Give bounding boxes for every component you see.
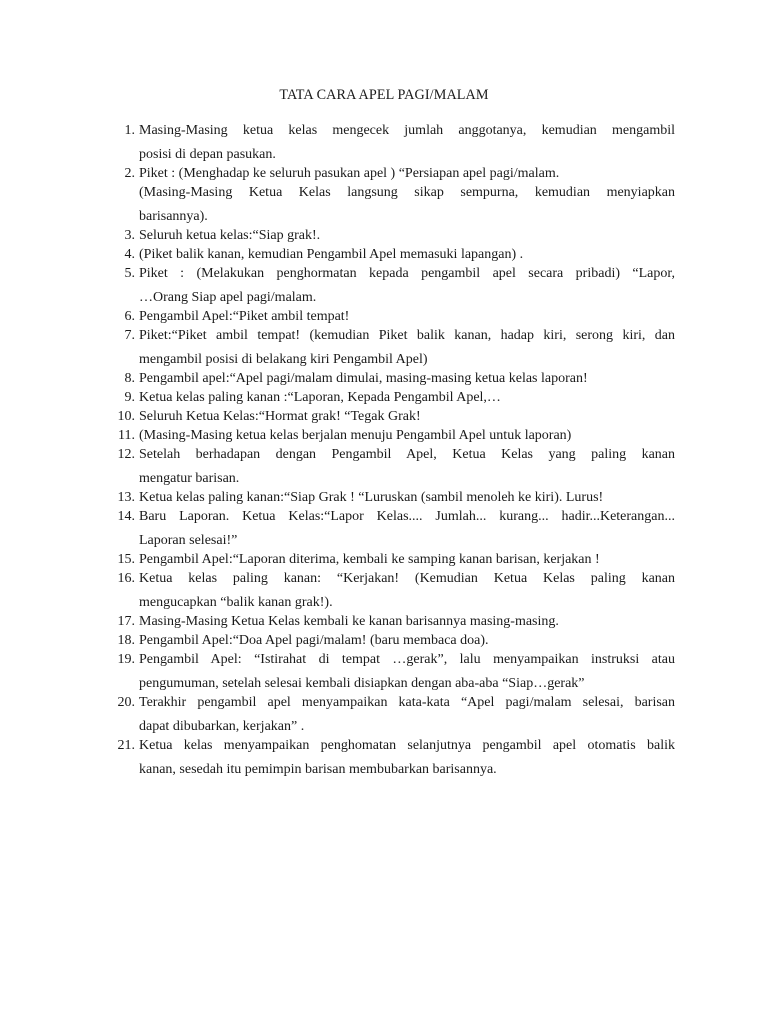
list-item-text-line: barisannya). (139, 209, 208, 224)
list-item-text-line: Pengambil Apel:“Doa Apel pagi/malam! (baru membaca doa). (139, 633, 489, 648)
list-item (124, 326, 675, 369)
list-item (117, 488, 675, 507)
page-title: TATA CARA APEL PAGI/MALAM (279, 87, 489, 103)
list-item-number: 12. (117, 447, 135, 462)
list-item (124, 388, 675, 407)
list-item-text-line: posisi di depan pasukan. (139, 147, 276, 162)
list-item-number: 17. (117, 614, 135, 629)
list-item (117, 507, 675, 550)
list-item (124, 264, 675, 307)
list-item-number: 16. (117, 571, 135, 586)
list-item-number: 20. (117, 695, 135, 710)
list-item-text-line: Ketua kelas paling kanan :“Laporan, Kepada Pengambil Apel,… (139, 390, 501, 405)
steps-list (117, 121, 675, 779)
list-item-number: 10. (117, 409, 135, 424)
list-item-text-line: (Masing-Masing Ketua Kelas langsung sikap sempurna, kemudian menyiapkan (139, 185, 675, 200)
list-item-text-line: Baru Laporan. Ketua Kelas:“Lapor Kelas.... Jumlah... kurang... hadir...Keterangan... (139, 509, 675, 524)
list-item-text-line: mengucapkan “balik kanan grak!). (139, 595, 333, 610)
list-item-number: 21. (117, 738, 135, 753)
list-item-text-line: Laporan selesai!” (139, 533, 238, 548)
list-item (117, 736, 675, 779)
list-item-text-line: dapat dibubarkan, kerjakan” . (139, 719, 305, 734)
list-item-number: 9. (124, 390, 135, 405)
list-item-text-line: kanan, sesedah itu pemimpin barisan membubarkan barisannya. (139, 762, 497, 777)
list-item-text-line: Piket : (Melakukan penghormatan kepada pengambil apel secara pribadi) “Lapor, (139, 266, 675, 281)
list-item (117, 693, 675, 736)
list-item-text-line: Terakhir pengambil apel menyampaikan kata-kata “Apel pagi/malam selesai, barisan (139, 695, 675, 710)
list-item-number: 19. (117, 652, 135, 667)
list-item-number: 2. (124, 166, 135, 181)
list-item-text-line: (Masing-Masing ketua kelas berjalan menuju Pengambil Apel untuk laporan) (139, 428, 572, 443)
list-item-number: 11. (118, 428, 135, 443)
list-item-text-line: Seluruh Ketua Kelas:“Hormat grak! “Tegak Grak! (139, 409, 421, 424)
list-item-text-line: mengambil posisi di belakang kiri Pengambil Apel) (139, 352, 428, 367)
list-item-text-line: mengatur barisan. (139, 471, 240, 486)
list-item-number: 1. (124, 123, 135, 138)
list-item (124, 164, 675, 226)
list-item (117, 612, 675, 631)
list-item-number: 15. (117, 552, 135, 567)
list-item-number: 18. (117, 633, 135, 648)
list-item-text-line: Setelah berhadapan dengan Pengambil Apel, Ketua Kelas yang paling kanan (139, 447, 675, 462)
list-item (124, 307, 675, 326)
list-item (117, 569, 675, 612)
list-item-text-line: Pengambil Apel: “Istirahat di tempat …gerak”, lalu menyampaikan instruksi atau (139, 652, 675, 667)
list-item (117, 650, 675, 693)
list-item-number: 14. (117, 509, 135, 524)
list-item (117, 407, 675, 426)
list-item-text-line: Pengambil Apel:“Piket ambil tempat! (139, 309, 350, 324)
list-item-text-line: Masing-Masing Ketua Kelas kembali ke kanan barisannya masing-masing. (139, 614, 559, 629)
list-item-text-line: Ketua kelas paling kanan: “Kerjakan! (Kemudian Ketua Kelas paling kanan (139, 571, 675, 586)
list-item-number: 6. (124, 309, 135, 324)
list-item (124, 245, 675, 264)
list-item-number: 13. (117, 490, 135, 505)
list-item-text-line: Ketua kelas menyampaikan penghomatan selanjutnya pengambil apel otomatis balik (139, 738, 675, 753)
list-item-text-line: …Orang Siap apel pagi/malam. (139, 290, 317, 305)
list-item (117, 631, 675, 650)
list-item (117, 445, 675, 488)
list-item-text-line: Piket : (Menghadap ke seluruh pasukan apel ) “Persiapan apel pagi/malam. (139, 166, 560, 181)
list-item-text-line: Masing-Masing ketua kelas mengecek jumlah anggotanya, kemudian mengambil (139, 123, 675, 138)
list-item-text-line: pengumuman, setelah selesai kembali disiapkan dengan aba-aba “Siap…gerak” (139, 676, 585, 691)
list-item-number: 8. (124, 371, 135, 386)
list-item-text-line: (Piket balik kanan, kemudian Pengambil Apel memasuki lapangan) . (139, 247, 524, 262)
list-item-number: 3. (124, 228, 135, 243)
list-item-number: 7. (124, 328, 135, 343)
list-item-number: 5. (124, 266, 135, 281)
list-item-text-line: Ketua kelas paling kanan:“Siap Grak ! “Luruskan (sambil menoleh ke kiri). Lurus! (139, 490, 604, 505)
list-item-text-line: Seluruh ketua kelas:“Siap grak!. (139, 228, 321, 243)
list-item-text-line: Pengambil Apel:“Laporan diterima, kembali ke samping kanan barisan, kerjakan ! (139, 552, 600, 567)
list-item (124, 369, 675, 388)
list-item-number: 4. (124, 247, 135, 262)
list-item (118, 426, 675, 445)
list-item (124, 226, 675, 245)
list-item-text-line: Piket:“Piket ambil tempat! (kemudian Piket balik kanan, hadap kiri, serong kiri, dan (139, 328, 675, 343)
list-item (117, 550, 675, 569)
list-item-text-line: Pengambil apel:“Apel pagi/malam dimulai, masing-masing ketua kelas laporan! (139, 371, 588, 386)
list-item (124, 121, 675, 164)
